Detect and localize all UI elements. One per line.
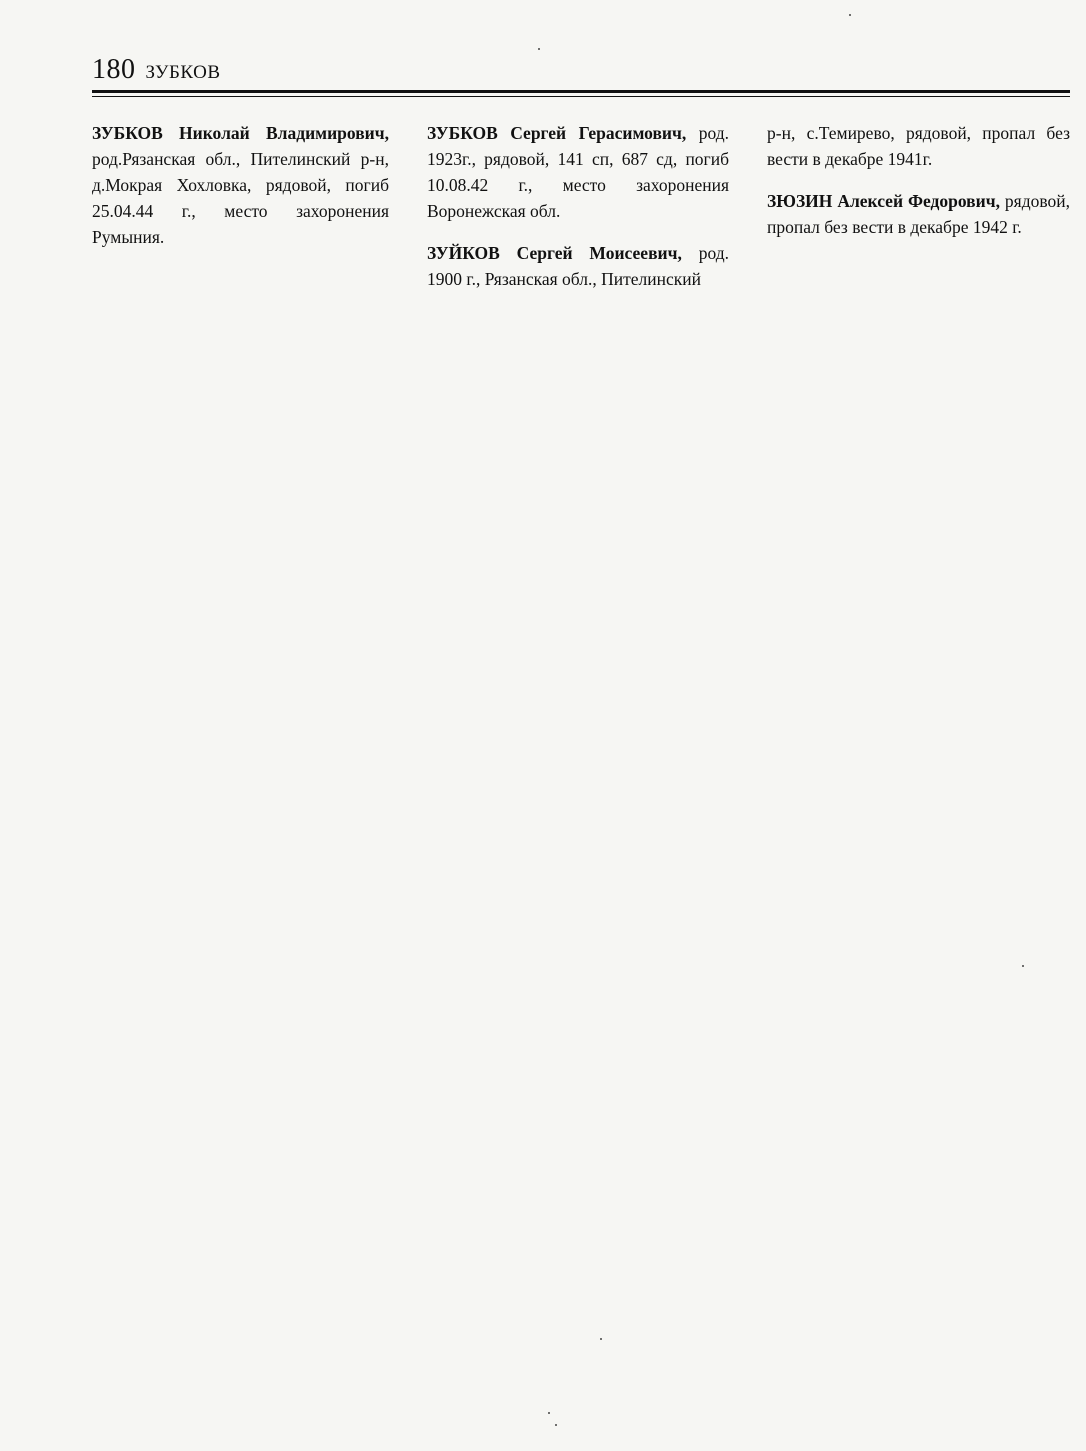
page-header xyxy=(92,54,221,94)
entry-text: род.Рязанская обл., Пителинский р-н, д.Мокрая Хохловка, рядовой, погиб 25.04.44 г., место захоронения Румыния. xyxy=(92,149,389,247)
entry-name: ЗУБКОВ Николай Владимирович, xyxy=(92,123,389,143)
header-rule xyxy=(92,90,1070,93)
entry xyxy=(767,188,1070,240)
scan-speck xyxy=(555,1424,557,1426)
entry-text: род. 1900 г., Рязанская обл., Пителинский xyxy=(427,243,729,289)
text-column-1 xyxy=(92,120,389,266)
entry-text: рядовой, пропал без вести в декабре 1942 г. xyxy=(767,191,1070,237)
running-head: ЗУБКОВ xyxy=(145,62,221,83)
entry-continuation xyxy=(767,120,1070,172)
entry-text: р-н, с.Темирево, рядовой, пропал без вести в декабре 1941г. xyxy=(767,123,1070,169)
entry xyxy=(427,120,729,224)
text-column-3 xyxy=(767,120,1070,256)
entry xyxy=(427,240,729,292)
scan-speck xyxy=(849,14,851,16)
header-rule-thin xyxy=(92,96,1070,97)
entry-name: ЗУБКОВ Сергей Герасимович, xyxy=(427,123,687,143)
scan-speck xyxy=(538,48,540,50)
text-column-2 xyxy=(427,120,729,308)
scan-speck xyxy=(1022,965,1024,967)
scan-speck xyxy=(548,1412,550,1414)
entry-name: ЗУЙКОВ Сергей Моисеевич, xyxy=(427,243,682,263)
entry-name: ЗЮЗИН Алексей Федорович, xyxy=(767,191,1000,211)
scan-speck xyxy=(600,1338,602,1340)
entry xyxy=(92,120,389,250)
entry-text: род. 1923г., рядовой, 141 сп, 687 сд, погиб 10.08.42 г., место захоронения Воронежская обл. xyxy=(427,123,729,221)
page-number: 180 xyxy=(92,54,136,85)
